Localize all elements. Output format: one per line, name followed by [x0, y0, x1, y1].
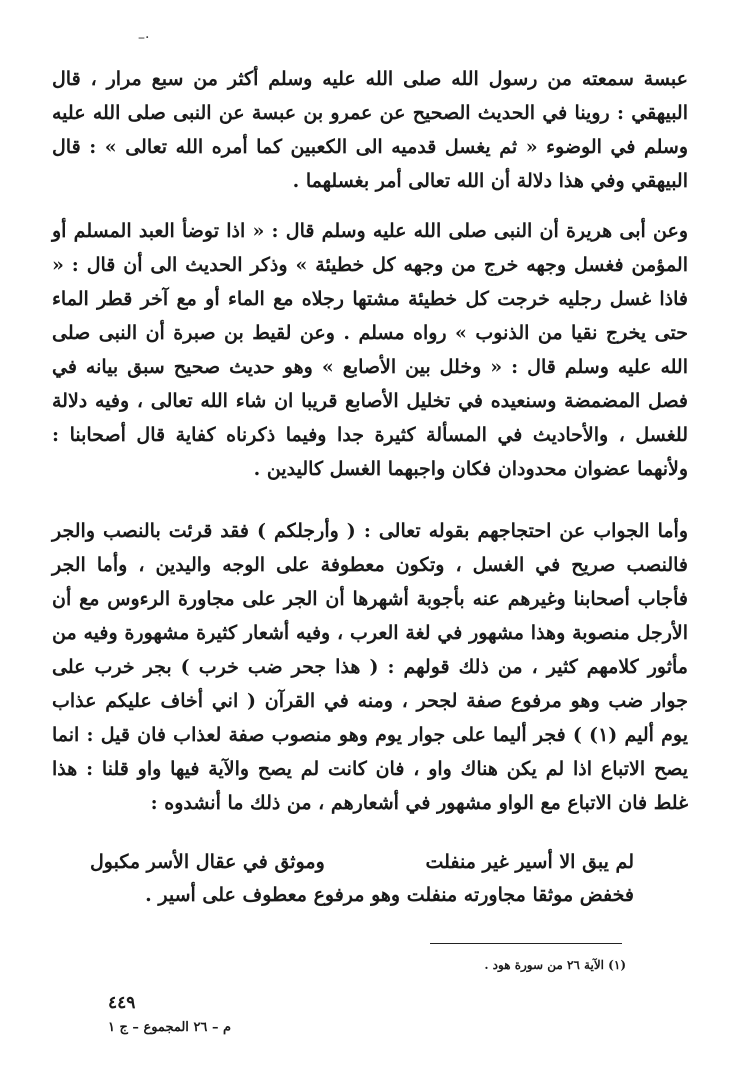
poem-hemistich-left: وموثق في عقال الأسر مكبول	[90, 851, 325, 873]
printer-signature: م – ٢٦ المجموع – ج ١	[108, 1020, 232, 1035]
poem-verse	[90, 842, 634, 882]
page-number: ٤٤٩	[108, 993, 136, 1013]
footnote-divider	[430, 943, 622, 944]
paragraph-3-text: وأما الجواب عن احتجاجهم بقوله تعالى : ( وأرجلكم ) فقد قرئت بالنصب والجر فالنصب صريح في الغسل ، وتكون معطوفة على الوجه واليدين ، وأما الجر فأجاب أصحابنا وغيرهم عنه بأجوبة أشهرها أن الجر على مجاورة الرءوس مع أن الأرجل منصوبة وهذا مشهور في لغة العرب ، وفيه أشعار كثيرة مشهورة وفيه من مأثور كلامهم كثير ، من ذلك قولهم : ( هذا جحر ضب خرب ) بجر خرب على جوار ضب وهو مرفوع صفة لجحر ، ومنه في القرآن ( اني أخاف عليكم عذاب يوم أليم (١) ) فجر أليما على جوار يوم وهو منصوب صفة لعذاب فان قيل : انما يصح الاتباع اذا لم يكن هناك واو ، فان كانت لم يصح والآية فيها واو قلنا : هذا غلط فان الاتباع مع الواو مشهور في أشعارهم ، من ذلك ما أنشدوه :	[52, 520, 688, 814]
poem-line	[90, 842, 634, 882]
paragraph-2	[52, 214, 688, 486]
poem-hemistich-right: لم يبق الا أسير غير منفلت	[425, 851, 634, 873]
paragraph-3	[52, 514, 688, 820]
top-mark: –·	[138, 30, 150, 46]
paragraph-1	[52, 62, 688, 198]
footnote: (١) الآية ٢٦ من سورة هود .	[484, 958, 626, 972]
paragraph-2-text: وعن أبى هريرة أن النبى صلى الله عليه وسلم قال : « اذا توضأ العبد المسلم أو المؤمن فغسل وجهه خرج من وجهه كل خطيئة » وذكر الحديث الى أن قال : « فاذا غسل رجليه خرجت كل خطيئة مشتها رجلاه مع الماء أو مع آخر قطر الماء حتى يخرج نقيا من الذنوب » رواه مسلم . وعن لقيط بن صبرة أن النبى صلى الله عليه وسلم قال : « وخلل بين الأصابع » وهو حديث صحيح سبق بيانه في فصل المضمضة وسنعيده في تخليل الأصابع قريبا ان شاء الله تعالى ، وفيه دلالة للغسل ، والأحاديث في المسألة كثيرة جدا وفيما ذكرناه كفاية قال أصحابنا : ولأنهما عضوان محدودان فكان واجبهما الغسل كاليدين .	[52, 220, 688, 480]
poem-explanation: فخفض موثقا مجاورته منفلت وهو مرفوع معطوف على أسير .	[145, 884, 634, 906]
paragraph-1-text: عبسة سمعته من رسول الله صلى الله عليه وسلم أكثر من سبع مرار ، قال البيهقي : روينا في الحديث الصحيح عن عمرو بن عبسة عن النبى صلى الله عليه وسلم في الوضوء « ثم يغسل قدميه الى الكعبين كما أمره الله تعالى » : قال البيهقي وفي هذا دلالة أن الله تعالى أمر بغسلهما .	[52, 68, 688, 192]
